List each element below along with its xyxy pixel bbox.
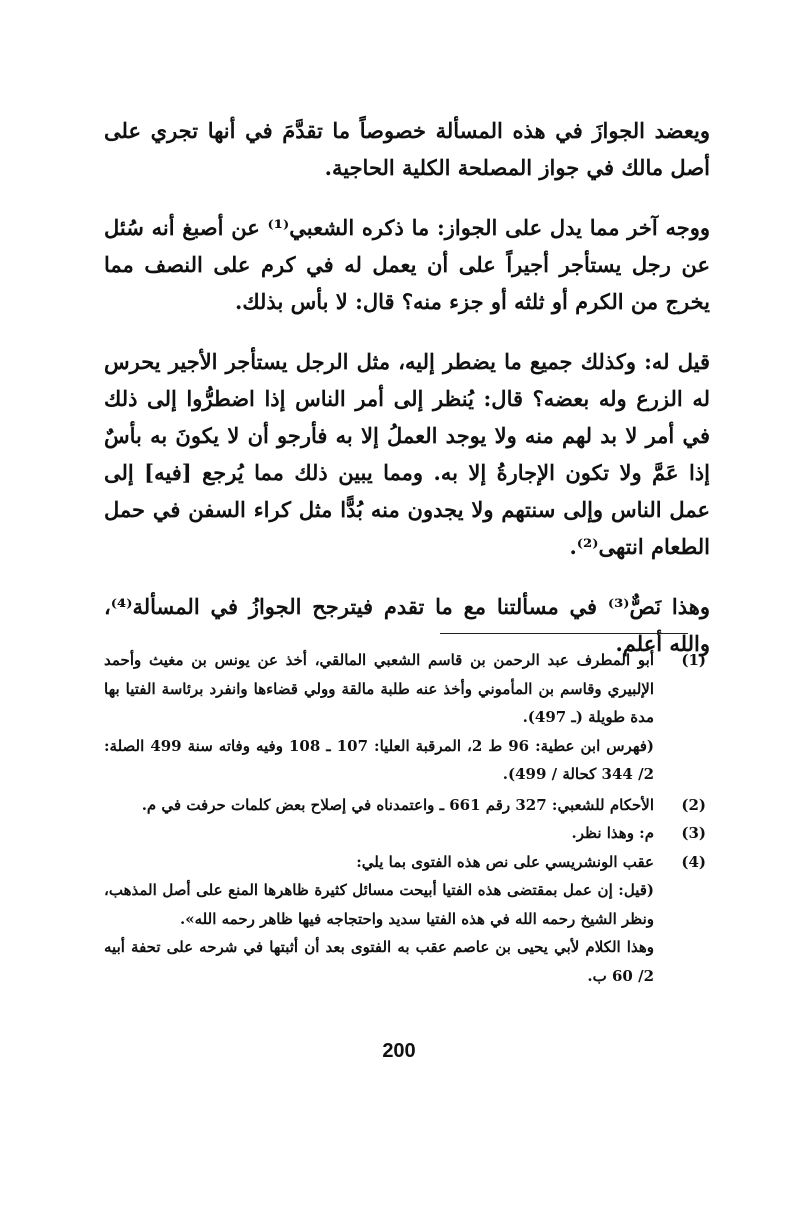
footnote-2 bbox=[104, 791, 706, 820]
footnote-4 bbox=[104, 848, 706, 991]
footnote-text: (فهرس ابن عطية: 96 ط 2، المرقبة العليا: 107 ـ 108 وفيه وفاته سنة 499 الصلة: 2/ 344 كحالة / 499). bbox=[104, 736, 655, 783]
footnote-1 bbox=[104, 646, 706, 789]
footnote-number: (4) bbox=[681, 852, 706, 871]
footnote-3 bbox=[104, 819, 706, 848]
footnote-text: أبو المطرف عبد الرحمن بن قاسم الشعبي المالقي، أخذ عن يونس بن مغيث وأحمد الإلبيري وقاسم بن المأموني وأخذ عنه طلبة مالقة وولي قضاءها وانفرد برئاسة الفتيا بها مدة طويلة (ـ 497). bbox=[104, 651, 654, 726]
footnote-text: (قيل: إن عمل بمقتضى هذه الفتيا أبيحت مسائل كثيرة ظاهرها المنع على أصل المذهب، ونظر الشيخ رحمه الله في هذه الفتيا سديد واحتجاجه فيها ظاهر رحمه الله». bbox=[104, 881, 654, 928]
main-text bbox=[104, 112, 710, 685]
footnote-number: (2) bbox=[681, 795, 706, 814]
page-number: 200 bbox=[382, 1040, 416, 1062]
footnote-text: عقب الونشريسي على نص هذه الفتوى بما يلي: bbox=[356, 852, 654, 871]
footnotes bbox=[104, 646, 706, 990]
footnote-body bbox=[104, 646, 654, 789]
paragraph-2: ووجه آخر مما يدل على الجواز: ما ذكره الشعبي⁽¹⁾ عن أصبغ أنه سُئل عن رجل يستأجر أجيراً على أن يعمل له في كرم على النصف مما يخرج من الكرم أو ثلثه أو جزء منه؟ قال: لا بأس بذلك. bbox=[104, 215, 710, 314]
footnote-text: م: وهذا نظر. bbox=[571, 824, 654, 842]
paragraph-1: ويعضد الجوازَ في هذه المسألة خصوصاً ما تقدَّمَ في أنها تجري على أصل مالك في جواز المصلحة الكلية الحاجية. bbox=[104, 118, 710, 180]
footnote-number: (1) bbox=[681, 651, 706, 669]
footnote-body bbox=[104, 848, 654, 991]
footnote-number: (3) bbox=[681, 824, 706, 842]
footnote-separator bbox=[440, 633, 688, 634]
paragraph-3: قيل له: وكذلك جميع ما يضطر إليه، مثل الرجل يستأجر الأجير يحرس له الزرع وله بعضه؟ قال: يُنظر إلى أمر الناس إذا اضطرُّوا إلى ذلك في أمر لا بد لهم منه ولا يوجد العملُ إلا به فأرجو أن لا يكونَ به بأسٌ إذا عَمَّ ولا تكون الإجارةُ إلا به. ومما يبين ذلك مما يُرجع [فيه] إلى عمل الناس وإلى سنتهم ولا يجدون منه بُدًّا مثل كراء السفن في حمل الطعام انتهى⁽²⁾. bbox=[104, 349, 710, 559]
footnote-text: الأحكام للشعبي: 327 رقم 661 ـ واعتمدناه في إصلاح بعض كلمات حرفت في م. bbox=[141, 795, 654, 814]
paragraph-4: وهذا نَصٌّ⁽³⁾ في مسألتنا مع ما تقدم فيترجح الجوازُ في المسألة⁽⁴⁾، والله أعلم. bbox=[104, 594, 710, 656]
footnote-text: وهذا الكلام لأبي يحيى بن عاصم عقب به الفتوى بعد أن أثبتها في شرحه على تحفة أبيه 2/ 60 ب. bbox=[104, 938, 654, 985]
